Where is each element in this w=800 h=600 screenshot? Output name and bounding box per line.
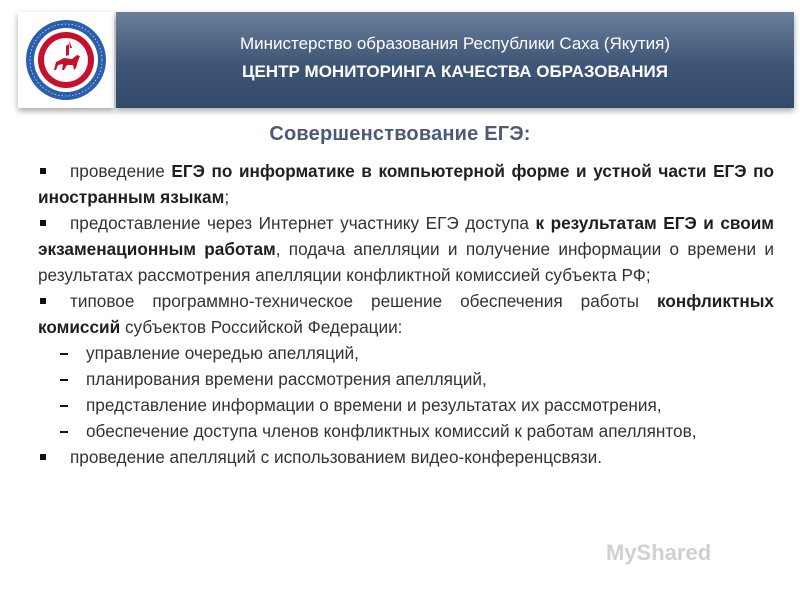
text: типовое программно-техническое решение обеспечения работы [70,291,657,311]
bullet-square-icon [40,168,46,174]
sub-item [38,366,774,392]
ministry-name: Министерство образования Республики Саха (Якутия) [239,34,671,53]
center-name: ЦЕНТР МОНИТОРИНГА КАЧЕСТВА ОБРАЗОВАНИЯ [242,62,668,81]
text: управление очередью апелляций, [86,343,359,363]
sub-item [38,340,774,366]
slide-title: Совершенствование ЕГЭ: [269,123,531,145]
bullet-square-icon [40,220,46,226]
header-banner [116,12,794,108]
bold-text: конфликтных комиссий [38,291,774,337]
bullet-item [38,158,774,210]
text: проведение [70,161,172,181]
bullet-item [38,210,774,288]
bold-text: ЕГЭ по информатике в компьютерной форме и устной части ЕГЭ по иностранным языкам [38,161,774,207]
bullet-item [38,444,774,470]
dash-icon [60,405,68,407]
watermark: MyShared [606,540,712,565]
text: предоставление через Интернет участнику ЕГЭ доступа [70,213,536,233]
bullet-square-icon [40,454,46,460]
text: ; [224,187,230,207]
coat-of-arms-logo [24,18,108,102]
sub-item [38,418,774,444]
sub-item [38,392,774,418]
text: представление информации о времени и результатах их рассмотрения, [86,395,662,415]
dash-icon [60,353,68,355]
bullet-square-icon [40,298,46,304]
logo-frame [18,12,114,108]
header [18,12,796,108]
bullet-item [38,288,774,340]
text: , подача апелляции и получение информации о времени и результатах рассмотрения апелляции конфликтной комиссией субъекта РФ; [38,239,774,285]
text: обеспечение доступа членов конфликтных комиссий к работам апеллянтов, [86,421,697,441]
text: проведение апелляций с использованием видео-конференцсвязи. [70,447,603,467]
dash-icon [60,431,68,433]
content-list [38,158,774,470]
text: субъектов Российской Федерации: [120,317,403,337]
bold-text: к результатам ЕГЭ и своим экзаменационным работам [38,213,775,259]
text: планирования времени рассмотрения апелляций, [86,369,487,389]
dash-icon [60,379,68,381]
